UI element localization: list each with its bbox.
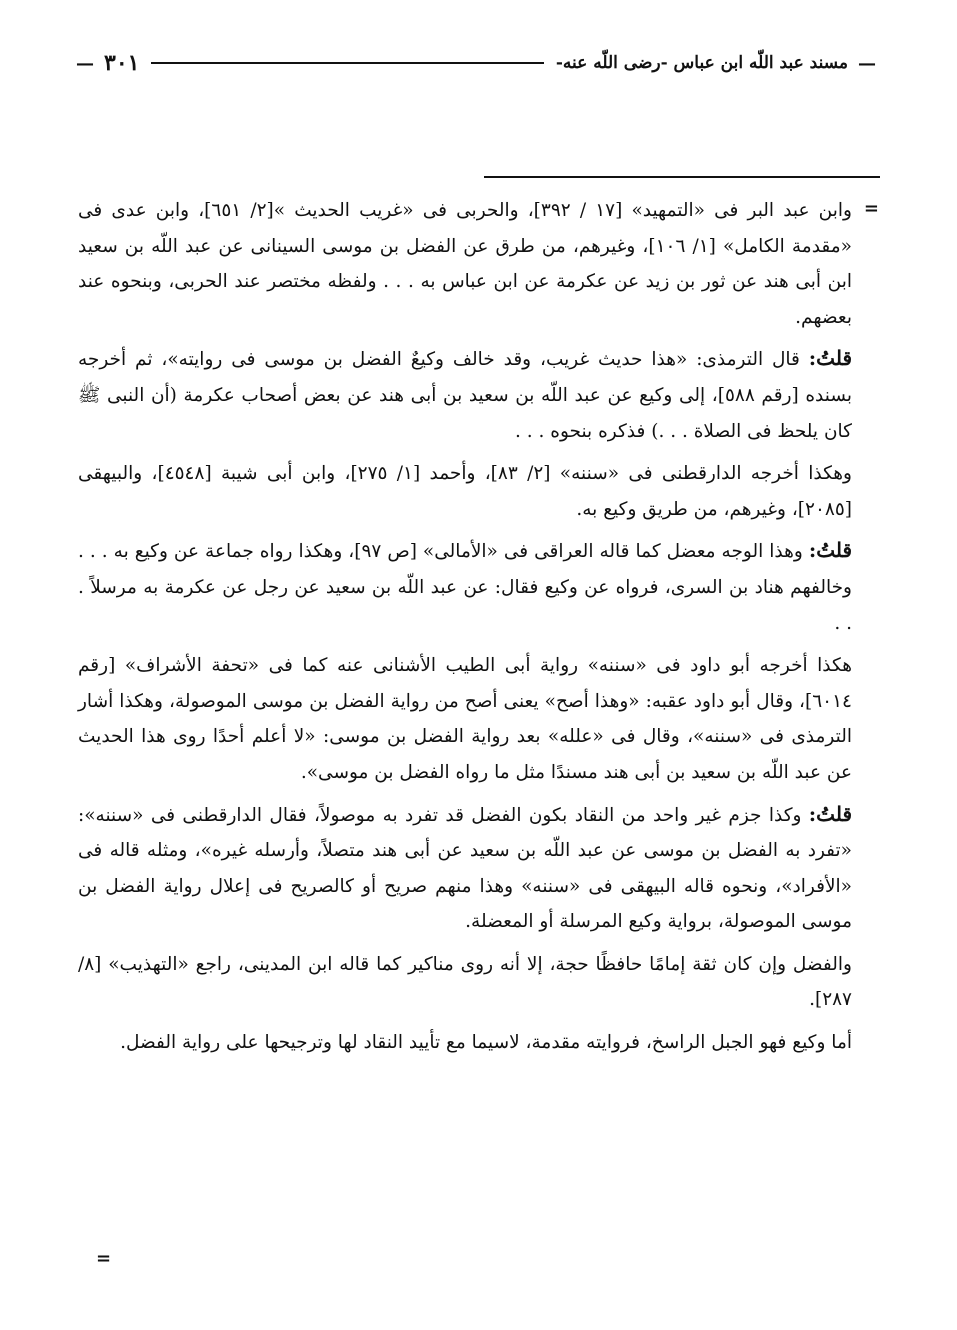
paragraph <box>78 341 852 449</box>
paragraph-text: قال الترمذى: «هذا حديث غريب، وقد خالف وكيعٌ الفضل بن موسى فى روايته»، ثم أخرجه بسنده [رقم ٥٨٨]، إلى وكيع عن عبد اللّه بن سعيد بن أبى هند عن بعض أصحاب عكرمة (أن النبى ﷺ كان يلحظ فى الصلاة . . .) فذكره بنحوه . . . <box>78 349 852 442</box>
paragraph <box>78 1024 852 1061</box>
footnote-separator <box>484 176 880 178</box>
paragraph <box>78 533 852 641</box>
paragraph-text: هكذا أخرجه أبو داود فى «سننه» رواية أبى الطيب الأشنانى عنه كما فى «تحفة الأشراف» [رقم ٦٠١٤]، وقال أبو داود عقبه: «وهذا أصح» يعنى أصح من رواية الفضل بن موسى الموصولة، وهكذا أشار الترمذى فى «سننه»، وقال فى «علله» بعد رواية الفضل بن موسى: «لا أعلم أحدًا روى هذا الحديث عن عبد اللّه بن سعيد بن أبى هند مسندًا مثل ما رواه الفضل بن موسى». <box>78 655 852 783</box>
running-header <box>72 48 880 78</box>
footnote-body <box>78 192 852 1067</box>
header-dash-left: — <box>76 52 94 74</box>
paragraph-lead: قلتُ: <box>808 801 852 826</box>
paragraph-lead: قلتُ: <box>808 538 853 563</box>
paragraph <box>78 192 852 335</box>
paragraph <box>78 647 852 790</box>
header-dash-right: — <box>858 52 876 74</box>
continuation-mark-top: = <box>863 198 879 219</box>
paragraph <box>78 455 852 527</box>
paragraph <box>78 946 852 1018</box>
paragraph-text: وهكذا أخرجه الدارقطنى فى «سننه» [٢/ ٨٣]، وأحمد [١/ ٢٧٥]، وابن أبى شيبة [٤٥٤٨]، والبيهقى [٢٠٨٥]، وغيرهم، من طريق وكيع به. <box>78 463 852 520</box>
header-rule <box>151 62 543 64</box>
paragraph-lead: قلتُ: <box>808 346 852 371</box>
paragraph-text: وكذا جزم غير واحد من النقاد بكون الفضل قد تفرد به موصولاً، فقال الدارقطنى فى «سننه»: «تفرد به الفضل بن موسى عن عبد اللّه بن سعيد عن أبى هند متصلاً، وأرسله غيره»، ومثله قاله فى «الأفراد»، ونحوه قاله البيهقى فى «سننه» وهذا منهم صريح أو كالصريح فى إعلال رواية الفضل بن موسى الموصولة، برواية وكيع المرسلة أو المعضلة. <box>78 804 852 933</box>
paragraph <box>78 797 852 940</box>
paragraph-text: والفضل وإن كان ثقة إمامًا حافظًا حجة، إلا أنه روى مناكير كما قاله ابن المدينى، راجع «التهذيب» [٨/ ٢٨٧]. <box>78 953 852 1011</box>
page-number: ٣٠١ <box>104 50 140 76</box>
paragraph-text: وابن عبد البر فى «التمهيد» [١٧ / ٣٩٢]، والحربى فى «غريب الحديث »[٢/ ٦٥١]، وابن عدى فى «مقدمة الكامل» [١/ ١٠٦]، وغيرهم، من طرق عن الفضل بن موسى السينانى عن عبد اللّه بن سعيد ابن أبى هند عن ثور بن زيد عن عكرمة عن ابن عباس به . . . ولفظه مختصر عند الحربى، وبنحوه عند بعضهم. <box>78 200 853 328</box>
continuation-mark-bottom: = <box>96 1248 112 1269</box>
running-title: مسند عبد اللّه ابن عباس -رضى اللّه عنه- <box>555 53 848 73</box>
paragraph-text: أما وكيع فهو الجبل الراسخ، فروايته مقدمة، لاسيما مع تأييد النقاد لها وترجيحها على رواية الفضل. <box>120 1032 852 1054</box>
paragraph-text: وهذا الوجه معضل كما قاله العراقى فى «الأمالى» [ص ٩٧]، وهكذا رواه جماعة عن وكيع به . . . وخالفهم هناد بن السرى، فرواه عن وكيع فقال: عن عبد اللّه بن سعيد عن رجل عن عكرمة به مرسلاً . . . <box>78 541 852 634</box>
